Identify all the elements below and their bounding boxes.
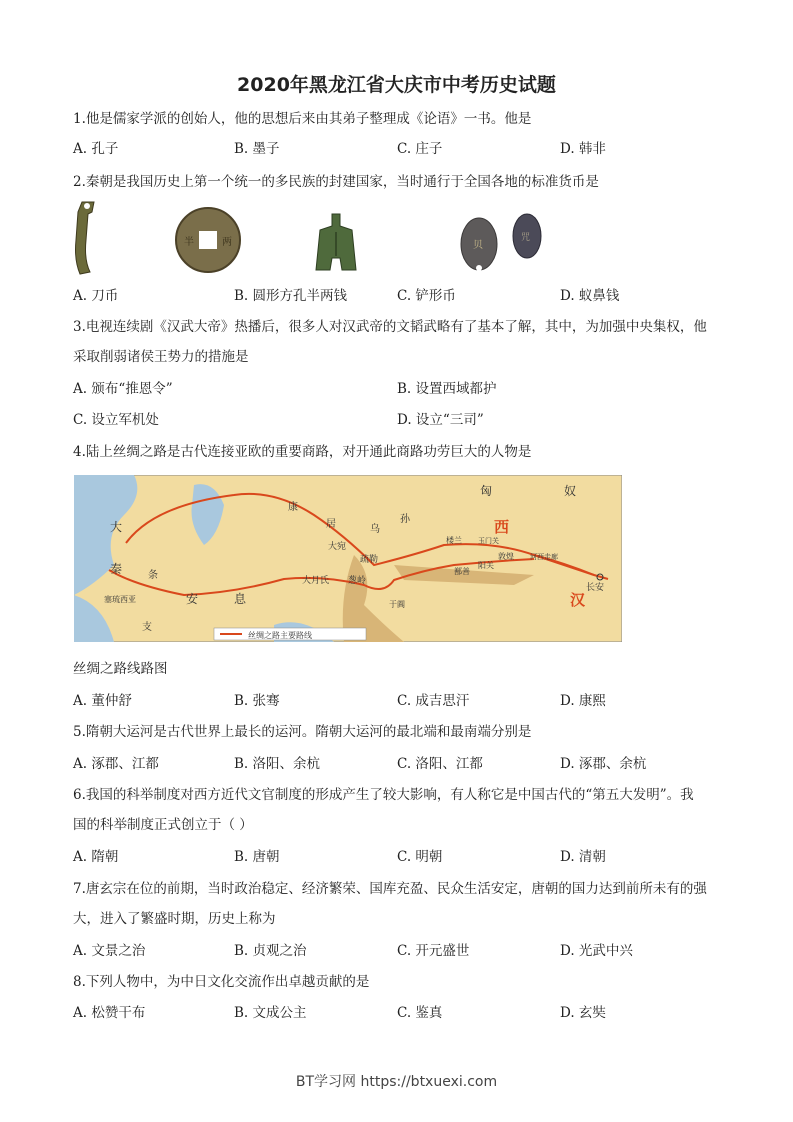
label-hexi: 河西走廊 xyxy=(530,553,558,561)
question-5-option-b[interactable]: B. 洛阳、余杭 xyxy=(234,756,321,772)
question-3-option-d[interactable]: D. 设立“三司” xyxy=(397,412,484,428)
question-1-stem: 1.他是儒家学派的创始人，他的思想后来由其弟子整理成《论语》一书。他是 xyxy=(73,111,532,127)
label-kangju-4: 孙 xyxy=(400,514,410,525)
question-3-option-a[interactable]: A. 颁布“推恩令” xyxy=(73,381,173,397)
label-shanshan: 鄯善 xyxy=(454,567,470,576)
label-dayuezhi: 大月氏 xyxy=(302,576,330,586)
question-4-stem: 4.陆上丝绸之路是古代连接亚欧的重要商路，对开通此商路功劳巨大的人物是 xyxy=(73,444,532,460)
label-zhi: 支 xyxy=(142,622,152,633)
question-8-option-d[interactable]: D. 玄奘 xyxy=(560,1005,606,1021)
label-yumenguan: 玉门关 xyxy=(478,537,499,545)
question-6-stem-line-2: 国的科举制度正式创立于（ ） xyxy=(73,817,253,833)
label-kangju-1: 康 xyxy=(288,502,298,513)
question-6-option-b[interactable]: B. 唐朝 xyxy=(234,849,280,865)
label-an: 安 xyxy=(186,592,199,606)
label-changan: 长安 xyxy=(586,583,605,593)
label-xi-an: 息 xyxy=(234,592,247,606)
label-sailiuxiya: 塞琉西亚 xyxy=(104,595,136,604)
question-7-option-b[interactable]: B. 贞观之治 xyxy=(234,943,307,959)
label-yangguan: 阳关 xyxy=(478,561,494,570)
question-1-option-b[interactable]: B. 墨子 xyxy=(234,141,280,157)
question-7-option-a[interactable]: A. 文景之治 xyxy=(73,943,146,959)
svg-text:贝: 贝 xyxy=(473,240,483,251)
footer-watermark[interactable]: BT学习网 https://btxuexi.com xyxy=(295,1074,498,1090)
question-8-option-b[interactable]: B. 文成公主 xyxy=(234,1005,307,1021)
label-han: 汉 xyxy=(570,591,586,609)
question-1-option-c[interactable]: C. 庄子 xyxy=(397,141,443,157)
question-2-option-c[interactable]: C. 铲形币 xyxy=(397,288,456,304)
ant-nose-coin-image xyxy=(455,212,555,274)
question-8-option-c[interactable]: C. 鉴真 xyxy=(397,1005,443,1021)
question-1-option-a[interactable]: A. 孔子 xyxy=(73,141,119,157)
label-kangju-3: 乌 xyxy=(370,524,380,535)
svg-text:咒: 咒 xyxy=(521,233,531,243)
label-congling: 葱岭 xyxy=(348,576,367,586)
question-7-stem-line-1: 7.唐玄宗在位的前期，当时政治稳定、经济繁荣、国库充盈、民众生活安定，唐朝的国力达到前所未有的强 xyxy=(73,881,707,897)
label-qin: 秦 xyxy=(110,562,123,576)
question-2-option-b[interactable]: B. 圆形方孔半两钱 xyxy=(234,288,348,304)
question-5-stem: 5.隋朝大运河是古代世界上最长的运河。隋朝大运河的最北端和最南端分别是 xyxy=(73,724,532,740)
question-3-option-b[interactable]: B. 设置西域都护 xyxy=(397,381,497,397)
label-xiongnu-2: 奴 xyxy=(564,484,577,498)
question-6-option-c[interactable]: C. 明朝 xyxy=(397,849,443,865)
page-title: 2020年黑龙江省大庆市中考历史试题 xyxy=(237,74,556,96)
svg-text:半: 半 xyxy=(184,237,194,248)
question-4-option-b[interactable]: B. 张骞 xyxy=(234,693,280,709)
label-loulan: 楼兰 xyxy=(446,536,462,545)
question-6-option-d[interactable]: D. 清朝 xyxy=(560,849,606,865)
label-dunhuang: 敦煌 xyxy=(498,552,514,561)
question-3-option-c[interactable]: C. 设立军机处 xyxy=(73,412,159,428)
banliang-coin-image xyxy=(172,206,244,274)
question-4-option-c[interactable]: C. 成吉思汗 xyxy=(397,693,470,709)
label-kangju-2: 居 xyxy=(326,519,336,530)
question-5-option-d[interactable]: D. 涿郡、余杭 xyxy=(560,756,647,772)
question-5-option-c[interactable]: C. 洛阳、江都 xyxy=(397,756,483,772)
question-5-option-a[interactable]: A. 涿郡、江都 xyxy=(73,756,159,772)
svg-text:两: 两 xyxy=(222,237,232,248)
knife-coin-image xyxy=(72,200,104,276)
question-6-option-a[interactable]: A. 隋朝 xyxy=(73,849,119,865)
question-6-stem-line-1: 6.我国的科举制度对西方近代文官制度的形成产生了较大影响，有人称它是中国古代的“第五大发明”。我 xyxy=(73,787,694,803)
question-2-option-d[interactable]: D. 蚁鼻钱 xyxy=(560,288,620,304)
spade-coin-image xyxy=(312,212,360,274)
question-4-option-a[interactable]: A. 董仲舒 xyxy=(73,693,132,709)
question-3-stem-line-2: 采取削弱诸侯王势力的措施是 xyxy=(73,349,249,365)
question-4-option-d[interactable]: D. 康熙 xyxy=(560,693,606,709)
map-caption: 丝绸之路线路图 xyxy=(73,661,168,677)
question-7-stem-line-2: 大，进入了繁盛时期，历史上称为 xyxy=(73,911,276,927)
question-8-stem: 8.下列人物中，为中日文化交流作出卓越贡献的是 xyxy=(73,974,370,990)
question-2-stem: 2.秦朝是我国历史上第一个统一的多民族的封建国家，当时通行于全国各地的标准货币是 xyxy=(73,174,599,190)
question-3-stem-line-1: 3.电视连续剧《汉武大帝》热播后，很多人对汉武帝的文韬武略有了基本了解，其中，为加强中央集权，他 xyxy=(73,319,707,335)
label-da: 大 xyxy=(110,520,123,534)
silk-road-map xyxy=(74,475,622,642)
question-1-option-d[interactable]: D. 韩非 xyxy=(560,141,606,157)
label-shule: 疏勒 xyxy=(360,555,379,565)
label-tiao: 条 xyxy=(148,570,158,581)
label-xiyu: 西 xyxy=(494,518,510,536)
question-2-option-a[interactable]: A. 刀币 xyxy=(73,288,119,304)
label-xiongnu-1: 匈 xyxy=(480,484,493,498)
question-7-option-c[interactable]: C. 开元盛世 xyxy=(397,943,470,959)
question-8-option-a[interactable]: A. 松赞干布 xyxy=(73,1005,146,1021)
question-7-option-d[interactable]: D. 光武中兴 xyxy=(560,943,633,959)
label-dayuan: 大宛 xyxy=(328,542,347,552)
map-legend-label: 丝绸之路主要路线 xyxy=(248,631,312,640)
label-yutian: 于阗 xyxy=(389,600,405,609)
